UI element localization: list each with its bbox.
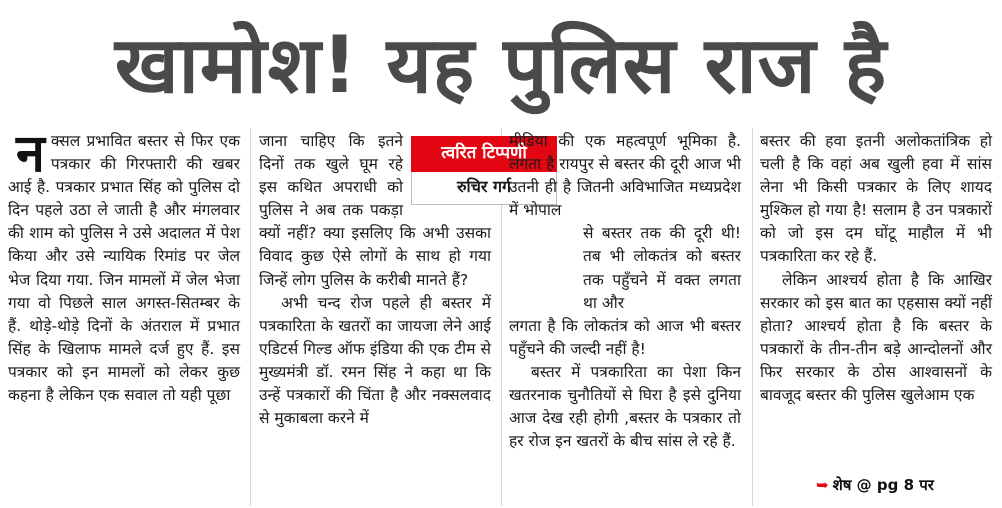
column-divider	[752, 128, 753, 506]
headline: खामोश! यह पुलिस राज है	[114, 21, 888, 111]
column-4-para-2: लेकिन आश्चर्य होता है कि आखिर सरकार को इस बात का एहसास क्यों नहीं होता? आश्चर्य होता है कि बस्तर के पत्रकारों के तीन-तीन बड़े आन्दोलनों और फिर सरकार के ठोस आश्वासनों के बावजूद बस्तर की पुलिस खुलेआम एक	[760, 270, 992, 405]
author-byline: रुचिर गर्ग	[411, 172, 557, 205]
drop-cap: न	[16, 124, 45, 184]
column-divider	[250, 128, 251, 506]
column-2-para-2: अभी चन्द रोज पहले ही बस्तर में पत्रकारिता के खतरों का जायजा लेने आई एडिटर्स गिल्ड ऑफ इंडिया की एक टीम से मुख्यमंत्री डॉ. रमन सिंह ने कहा था कि उन्हें पत्रकारों की चिंता है और नक्सलवाद से मुकाबला करने में	[259, 293, 491, 428]
continued-label: शेष @ pg 8 पर	[832, 476, 934, 494]
arrow-icon: ➥	[816, 476, 829, 494]
column-3-para-1-end: लगता है कि लोकतंत्र को आज भी बस्तर पहुँचने की जल्दी नहीं है!	[509, 316, 741, 358]
column-3-para-1: मीडिया की एक महत्वपूर्ण भूमिका है. लगता है रायपुर से बस्तर की दूरी आज भी उतनी ही है जितनी अविभाजित मध्यप्रदेश में भोपाल	[509, 132, 741, 220]
column-1-text: क्सल प्रभावित बस्तर से फिर एक पत्रकार की गिरफ्तारी की खबर आई है. पत्रकार प्रभात सिंह को पुलिस दो दिन पहले उठा ले जाती है और मंगलवार की शाम को पुलिस ने उसे अदालत में पेश किया और उसे न्यायिक रिमांड पर जेल भेज दिया गया. जिन मामलों में जेल भेजा गया वो पिछले साल अगस्त-सितम्बर के हैं. थोड़े-थोड़े दिनों के अंतराल में प्रभात सिंह के खिलाफ मामले दर्ज हुए हैं. इस पत्रकार को इन मामलों को लेकर कुछ कहना है लेकिन एक सवाल तो यही पूछा	[8, 132, 240, 405]
column-4-para-1: बस्तर की हवा इतनी अलोकतांत्रिक हो चली है कि वहां अब खुली हवा में सांस लेना भी किसी पत्रकार के लिए शायद मुश्किल हो गया है! सलाम है उन पत्रकारों को जो इस दम घोंटू माहौल में भी पत्रकारिता कर रहे हैं.	[760, 132, 992, 266]
column-3-para-2: बस्तर में पत्रकारिता का पेशा किन खतरनाक चुनौतियों से घिरा है इसे दुनिया आज देख रही होगी ,बस्तर के पत्रकार तो हर रोज इन खतरों के बीच सांस ले रहे हैं.	[509, 362, 741, 451]
article-column-3	[509, 130, 741, 505]
article-column-4	[760, 130, 992, 505]
article-column-2	[259, 130, 527, 505]
continued-on-page[interactable]	[816, 474, 934, 496]
article-column-1	[8, 124, 240, 505]
column-2-para-1: जाना चाहिए कि इतने दिनों तक खुले घूम रहे इस कथित अपराधी को पुलिस ने अब तक पकड़ा क्यों नहीं? क्या इसलिए कि अभी उसका विवाद कुछ ऐसे लोगों के साथ हो गया जिन्हें लोग पुलिस के करीबी मानते हैं?	[259, 132, 491, 289]
commentary-label: त्वरित टिप्पणी	[411, 136, 557, 172]
column-3-para-1-cont: से बस्तर तक की दूरी थी! तब भी लोकतंत्र को बस्तर तक पहुँचने में वक्त लगता था और	[583, 224, 741, 312]
